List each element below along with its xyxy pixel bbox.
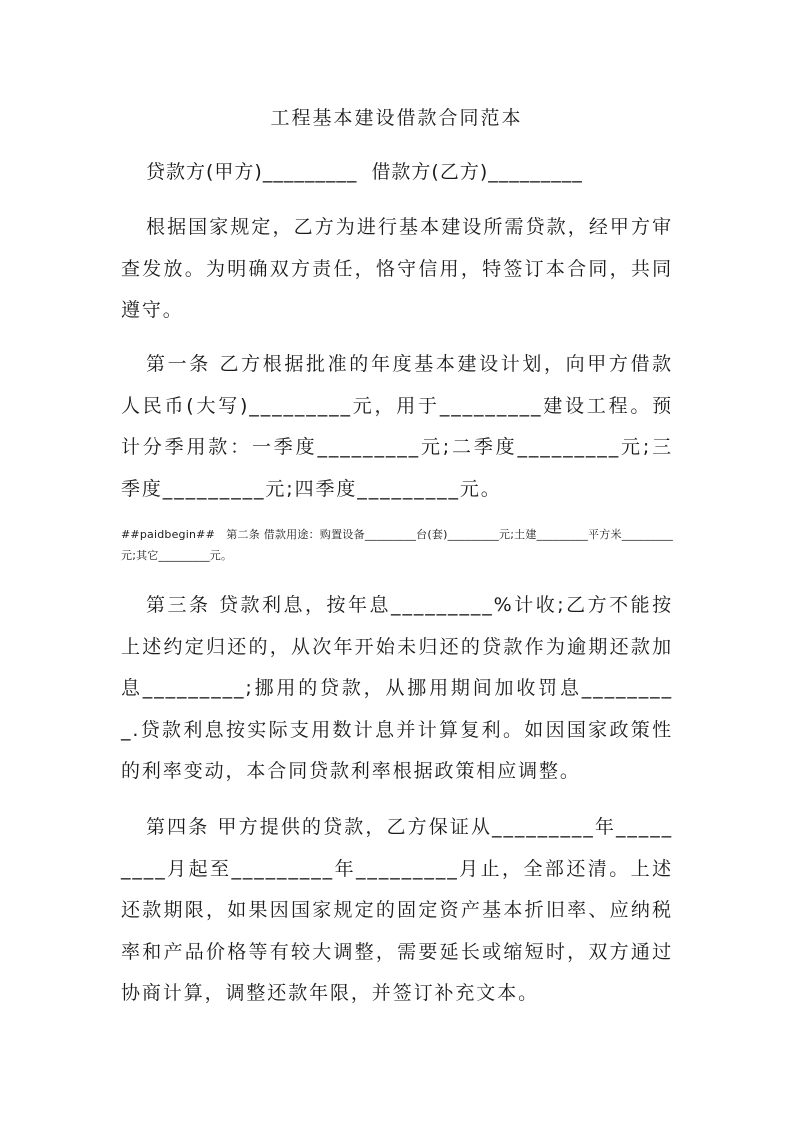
article-3-paragraph: 第三条 贷款利息，按年息_________%计收;乙方不能按上述约定归还的，从次年开始未归还的贷款作为逾期还款加息_________;挪用的贷款，从挪用期间加收罚息_________.贷款利息按实际支用数计息并计算复利。如因国家政策性的利率变动，本合同贷款利率根据政策相应调整。 [121,594,673,782]
article-4-paragraph: 第四条 甲方提供的贷款，乙方保证从_________年_________月起至_________年_________月止，全部还清。上述还款期限，如果因国家规定的固定资产基本折旧率、应纳税率和产品价格等有较大调整，需要延长或缩短时，双方通过协商计算，调整还款年限，并签订补充文本。 [121,816,673,1004]
contract-parties-line: 贷款方(甲方)_________ 借款方(乙方)_________ [146,161,583,183]
article-1-paragraph: 第一条 乙方根据批准的年度基本建设计划，向甲方借款人民币(大写)_________元，用于_________建设工程。预计分季用款：一季度_________元;二季度_________元;三季度_________元;四季度_________元。 [121,353,673,500]
intro-paragraph: 根据国家规定，乙方为进行基本建设所需贷款，经甲方审查发放。为明确双方责任，恪守信用，特签订本合同，共同遵守。 [121,216,673,321]
page-title: 工程基本建设借款合同范本 [270,107,523,129]
article-2-paragraph: ##paidbegin## 第二条 借款用途：购置设备_________台(套)_________元;土建_________平方米_________元;其它_________元。 [121,528,673,562]
